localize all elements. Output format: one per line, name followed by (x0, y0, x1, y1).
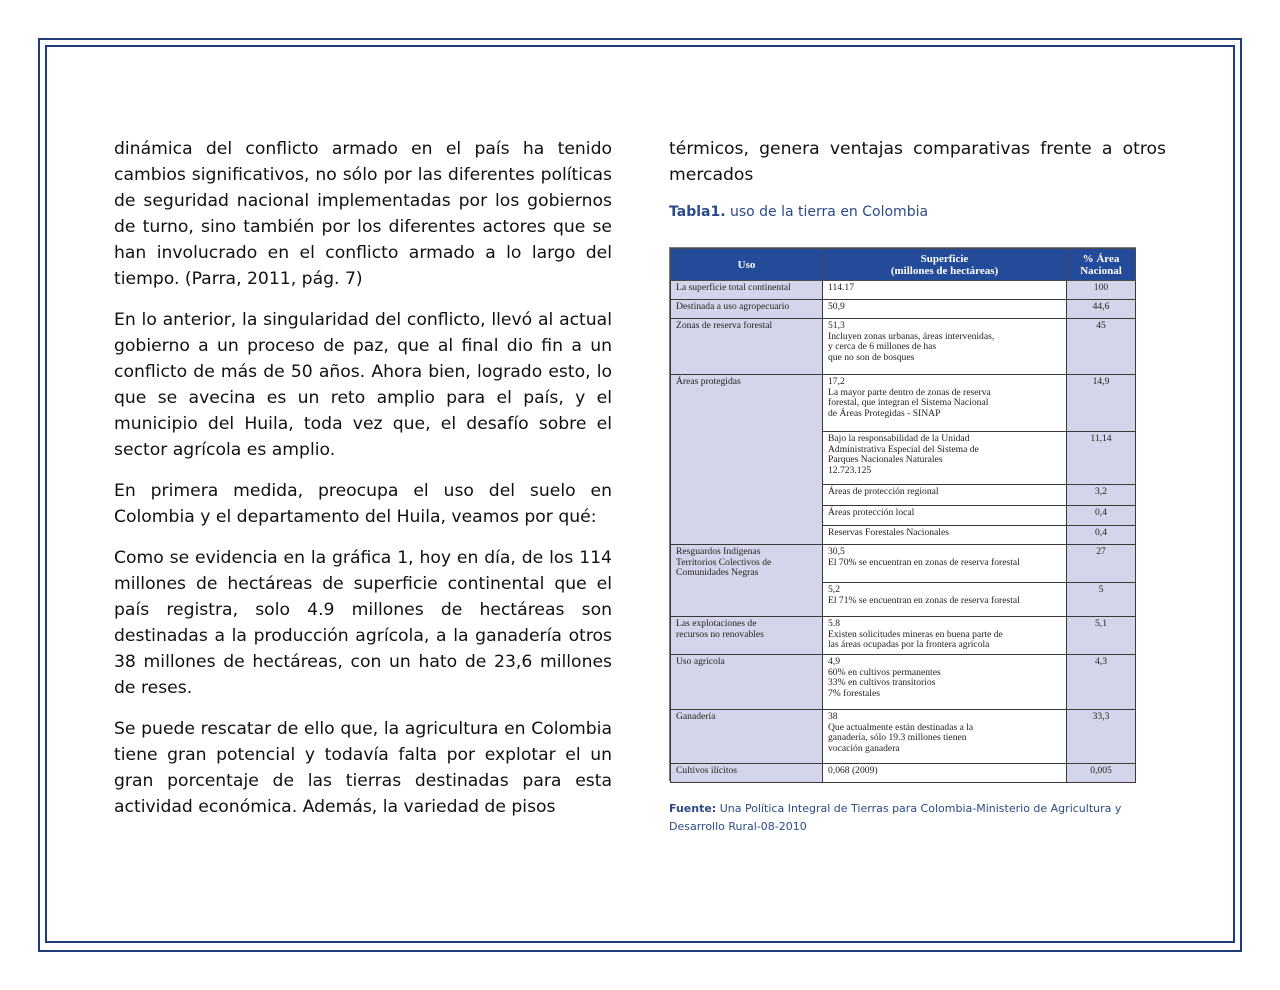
percent-cell: 44,6 (1067, 300, 1136, 319)
percent-cell: 0,4 (1067, 506, 1136, 526)
superficie-cell: 51,3 Incluyen zonas urbanas, áreas intervenidas, y cerca de 6 millones de has que no son de bosques (823, 319, 1067, 375)
percent-cell: 27 (1067, 545, 1136, 583)
table-row (671, 319, 1136, 375)
source-text: Una Política Integral de Tierras para Colombia-Ministerio de Agricultura y Desarrollo Rural-08-2010 (669, 802, 1122, 833)
paragraph: térmicos, genera ventajas comparativas frente a otros mercados (669, 139, 1166, 185)
superficie-cell: 17,2 La mayor parte dentro de zonas de reserva forestal, que integran el Sistema Nacional de Áreas Protegidas - SINAP (823, 375, 1067, 432)
percent-cell: 5,1 (1067, 617, 1136, 655)
paragraph: Como se evidencia en la gráfica 1, hoy en día, de los 114 millones de hectáreas de superficie continental que el país registra, solo 4.9 millones de hectáreas son destinadas a la producción agrícola, a la ganadería otros 38 millones de hectáreas, con un hato de 23,6 millones de reses. (114, 548, 612, 698)
table-row (671, 710, 1136, 764)
land-use-table-image (669, 247, 1136, 781)
superficie-cell: 4,9 60% en cultivos permanentes 33% en cultivos transitorios 7% forestales (823, 655, 1067, 710)
percent-cell: 45 (1067, 319, 1136, 375)
caption-text: uso de la tierra en Colombia (725, 204, 929, 220)
superficie-cell: Áreas de protección regional (823, 485, 1067, 506)
paragraph: En primera medida, preocupa el uso del suelo en Colombia y el departamento del Huila, veamos por qué: (114, 481, 612, 527)
superficie-cell: 38 Que actualmente están destinadas a la ganadería, sólo 19.3 millones tienen vocación ganadera (823, 710, 1067, 764)
superficie-cell: 30,5 El 70% se encuentran en zonas de reserva forestal (823, 545, 1067, 583)
table-row (671, 300, 1136, 319)
percent-cell: 0,005 (1067, 764, 1136, 783)
block-quote: dinámica del conflicto armado en el país ha tenido cambios significativos, no sólo por las diferentes políticas de seguridad nacional implementadas por los gobiernos de turno, sino también por los diferentes actores que se han involucrado en el conflicto armado a lo largo del tiempo. (Parra, 2011, pág. 7) (114, 139, 612, 289)
superficie-cell: 114.17 (823, 281, 1067, 300)
header-area-nacional: % Área Nacional (1067, 249, 1136, 281)
source-label: Fuente: (669, 802, 717, 815)
table-header-row (671, 249, 1136, 281)
percent-cell: 100 (1067, 281, 1136, 300)
table-row (671, 617, 1136, 655)
table-row (671, 375, 1136, 432)
uso-cell: Las explotaciones de recursos no renovables (671, 617, 823, 655)
superficie-cell: 50,9 (823, 300, 1067, 319)
table-row (671, 764, 1136, 783)
table-row (671, 281, 1136, 300)
table-row (671, 545, 1136, 583)
land-use-table (670, 248, 1136, 783)
percent-cell: 3,2 (1067, 485, 1136, 506)
superficie-cell: Bajo la responsabilidad de la Unidad Administrativa Especial del Sistema de Parques Nacionales Naturales 12.723.125 (823, 432, 1067, 485)
percent-cell: 4,3 (1067, 655, 1136, 710)
uso-cell: Resguardos Indígenas Territorios Colectivos de Comunidades Negras (671, 545, 823, 617)
right-column (669, 136, 1166, 220)
header-superficie: Superficie (millones de hectáreas) (823, 249, 1067, 281)
header-uso: Uso (671, 249, 823, 281)
percent-cell: 11,14 (1067, 432, 1136, 485)
superficie-cell: 5,2 El 71% se encuentran en zonas de reserva forestal (823, 583, 1067, 617)
paragraph: En lo anterior, la singularidad del conflicto, llevó al actual gobierno a un proceso de paz, que al final dio fin a un conflicto de más de 50 años. Ahora bien, logrado esto, lo que se avecina es un reto amplio para el país, y el municipio del Huila, toda vez que, el desafío sobre el sector agrícola es amplio. (114, 310, 612, 460)
percent-cell: 14,9 (1067, 375, 1136, 432)
superficie-cell: Áreas protección local (823, 506, 1067, 526)
superficie-cell: Reservas Forestales Nacionales (823, 526, 1067, 545)
uso-cell: Zonas de reserva forestal (671, 319, 823, 375)
caption-label: Tabla1. (669, 204, 726, 220)
table-caption (669, 204, 1166, 220)
uso-cell: Uso agrícola (671, 655, 823, 710)
uso-cell: Destinada a uso agropecuario (671, 300, 823, 319)
superficie-cell: 5.8 Existen solicitudes mineras en buena parte de las áreas ocupadas por la frontera agrícola (823, 617, 1067, 655)
superficie-cell: 0,068 (2009) (823, 764, 1067, 783)
percent-cell: 0,4 (1067, 526, 1136, 545)
table-row (671, 655, 1136, 710)
uso-cell: Cultivos ilícitos (671, 764, 823, 783)
uso-cell: La superficie total continental (671, 281, 823, 300)
paragraph: Se puede rescatar de ello que, la agricultura en Colombia tiene gran potencial y todavía falta por explotar el un gran porcentaje de las tierras destinadas para esta actividad económica. Además, la variedad de pisos (114, 719, 612, 817)
percent-cell: 5 (1067, 583, 1136, 617)
uso-cell: Ganadería (671, 710, 823, 764)
uso-cell: Áreas protegidas (671, 375, 823, 545)
left-column (114, 136, 612, 820)
percent-cell: 33,3 (1067, 710, 1136, 764)
table-source-note (669, 800, 1179, 836)
